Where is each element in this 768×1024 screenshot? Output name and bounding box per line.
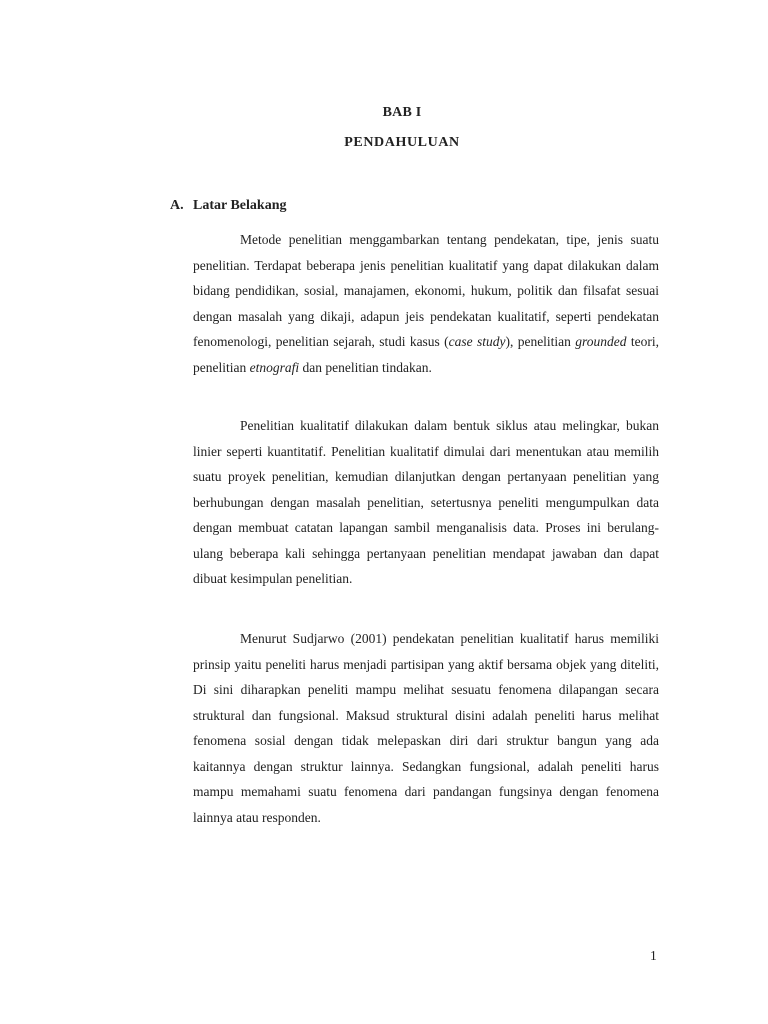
text-segment: teori, penelitian [193, 334, 659, 375]
paragraph [193, 413, 659, 592]
section-number: A. [170, 198, 184, 213]
chapter-title: PENDAHULUAN [344, 135, 460, 150]
chapter-number: BAB I [382, 105, 422, 120]
page-number: 1 [650, 948, 657, 963]
paragraph [193, 626, 659, 830]
section-title: Latar Belakang [193, 198, 287, 213]
text-segment: Penelitian kualitatif dilakukan dalam bentuk siklus atau melingkar, bukan linier seperti kuantitatif. Penelitian kualitatif dimulai dari menentukan atau memilih suatu proyek penelitian, kemudian dilanjutkan dengan pertanyaan penelitian yang berhubungan dengan masalah penelitian, setertusnya peneliti mengumpulkan data dengan membuat catatan lapangan sambil menganalisis data. Proses ini berulang-ulang beberapa kali sehingga pertanyaan penelitian mendapat jawaban dan dapat dibuat kesimpulan penelitian. [193, 418, 659, 586]
text-segment: Menurut Sudjarwo (2001) pendekatan penelitian kualitatif harus memiliki prinsip yaitu peneliti harus menjadi partisipan yang aktif bersama objek yang diteliti, Di sini diharapkan peneliti mampu melihat sesuatu fenomena dilapangan secara struktural dan fungsional. Maksud struktural disini adalah peneliti harus melihat fenomena sosial dengan tidak melepaskan diri dari struktur bangun yang ada kaitannya dengan struktur lainnya. Sedangkan fungsional, adalah peneliti harus mampu memahami suatu fenomena dari pandangan fungsinya dengan fenomena lainnya atau responden. [193, 631, 659, 825]
paragraph [193, 227, 659, 380]
paragraph-1-container [193, 227, 659, 380]
text-segment: Metode penelitian menggambarkan tentang pendekatan, tipe, jenis suatu penelitian. Terdapat beberapa jenis penelitian kualitatif yang dapat dilakukan dalam bidang pendidikan, sosial, manajamen, ekonomi, hukum, politik dan filsafat sesuai dengan masalah yang dikaji, adapun jeis pendekatan kualitatif, seperti pendekatan fenomenologi, penelitian sejarah, studi kasus ( [193, 232, 659, 349]
paragraph-3-container [193, 626, 659, 830]
italic-term: case study [448, 334, 506, 349]
section-heading [170, 198, 286, 214]
text-segment: ), penelitian [505, 334, 576, 349]
text-segment: dan penelitian tindakan. [299, 359, 432, 375]
paragraph-2-container [193, 413, 659, 592]
italic-term: etnografi [249, 359, 300, 375]
italic-term: grounded [575, 334, 627, 349]
